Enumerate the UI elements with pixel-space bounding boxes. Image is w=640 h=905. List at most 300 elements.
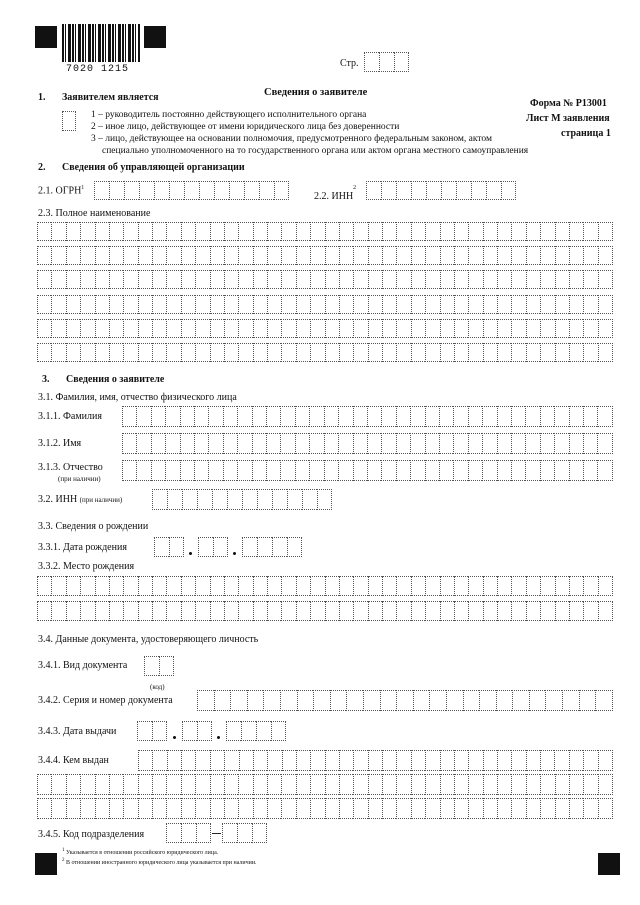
char-cell[interactable]: [51, 246, 65, 265]
char-cell[interactable]: [280, 690, 297, 711]
full-name-row-2[interactable]: [37, 246, 613, 265]
char-cell[interactable]: [339, 601, 353, 621]
char-cell[interactable]: [598, 319, 613, 338]
char-cell[interactable]: [382, 343, 396, 362]
char-cell[interactable]: [540, 295, 554, 314]
char-cell[interactable]: [425, 343, 439, 362]
char-cell[interactable]: [598, 601, 613, 621]
char-cell[interactable]: [511, 343, 525, 362]
char-cell[interactable]: [37, 295, 51, 314]
char-cell[interactable]: [138, 601, 152, 621]
char-cell[interactable]: [468, 750, 482, 771]
char-cell[interactable]: [194, 406, 208, 427]
char-cell[interactable]: [468, 406, 482, 427]
char-cell[interactable]: [165, 406, 179, 427]
char-cell[interactable]: [109, 576, 123, 596]
char-cell[interactable]: [51, 319, 65, 338]
char-cell[interactable]: [152, 601, 166, 621]
char-cell[interactable]: [195, 246, 209, 265]
char-cell[interactable]: [595, 690, 613, 711]
char-cell[interactable]: [511, 433, 525, 454]
char-cell[interactable]: [242, 537, 257, 557]
char-cell[interactable]: [555, 246, 569, 265]
char-cell[interactable]: [425, 576, 439, 596]
char-cell[interactable]: [166, 343, 180, 362]
char-cell[interactable]: [353, 774, 367, 795]
char-cell[interactable]: [165, 460, 179, 481]
char-cell[interactable]: [583, 319, 597, 338]
char-cell[interactable]: [199, 181, 214, 200]
char-cell[interactable]: [453, 460, 467, 481]
char-cell[interactable]: [454, 295, 468, 314]
char-cell[interactable]: [440, 576, 454, 596]
char-cell[interactable]: [214, 690, 231, 711]
char-cell[interactable]: [252, 406, 266, 427]
char-cell[interactable]: [411, 246, 425, 265]
char-cell[interactable]: [195, 576, 209, 596]
char-cell[interactable]: [555, 222, 569, 241]
char-cell[interactable]: [197, 489, 212, 510]
char-cell[interactable]: [411, 181, 426, 200]
char-cell[interactable]: [123, 774, 137, 795]
char-cell[interactable]: [325, 343, 339, 362]
char-cell[interactable]: [95, 222, 109, 241]
char-cell[interactable]: [367, 460, 381, 481]
char-cell[interactable]: [253, 750, 267, 771]
char-cell[interactable]: [152, 222, 166, 241]
char-cell[interactable]: [381, 406, 395, 427]
char-cell[interactable]: [382, 750, 396, 771]
char-cell[interactable]: [411, 222, 425, 241]
char-cell[interactable]: [195, 343, 209, 362]
char-cell[interactable]: [545, 690, 562, 711]
char-cell[interactable]: [167, 489, 182, 510]
char-cell[interactable]: [339, 343, 353, 362]
char-cell[interactable]: [295, 406, 309, 427]
char-cell[interactable]: [525, 433, 539, 454]
char-cell[interactable]: [396, 774, 410, 795]
char-cell[interactable]: [540, 601, 554, 621]
page-number-cells[interactable]: [364, 52, 409, 72]
char-cell[interactable]: [222, 823, 237, 843]
char-cell[interactable]: [555, 295, 569, 314]
char-cell[interactable]: [123, 295, 137, 314]
char-cell[interactable]: [540, 222, 554, 241]
char-cell[interactable]: [382, 295, 396, 314]
char-cell[interactable]: [271, 721, 286, 741]
char-cell[interactable]: [138, 774, 152, 795]
char-cell[interactable]: [62, 111, 76, 131]
char-cell[interactable]: [166, 319, 180, 338]
char-cell[interactable]: [152, 576, 166, 596]
char-cell[interactable]: [396, 601, 410, 621]
char-cell[interactable]: [583, 406, 597, 427]
char-cell[interactable]: [353, 246, 367, 265]
char-cell[interactable]: [223, 406, 237, 427]
char-cell[interactable]: [368, 222, 382, 241]
char-cell[interactable]: [281, 576, 295, 596]
char-cell[interactable]: [138, 270, 152, 289]
char-cell[interactable]: [181, 798, 195, 819]
char-cell[interactable]: [325, 774, 339, 795]
char-cell[interactable]: [214, 181, 229, 200]
char-cell[interactable]: [396, 246, 410, 265]
char-cell[interactable]: [410, 460, 424, 481]
char-cell[interactable]: [154, 181, 169, 200]
char-cell[interactable]: [540, 750, 554, 771]
char-cell[interactable]: [95, 246, 109, 265]
char-cell[interactable]: [483, 750, 497, 771]
char-cell[interactable]: [152, 319, 166, 338]
char-cell[interactable]: [483, 343, 497, 362]
char-cell[interactable]: [468, 460, 482, 481]
char-cell[interactable]: [80, 601, 94, 621]
char-cell[interactable]: [483, 601, 497, 621]
full-name-row-6[interactable]: [37, 343, 613, 362]
char-cell[interactable]: [159, 656, 174, 676]
char-cell[interactable]: [483, 295, 497, 314]
char-cell[interactable]: [195, 601, 209, 621]
char-cell[interactable]: [224, 295, 238, 314]
char-cell[interactable]: [353, 295, 367, 314]
char-cell[interactable]: [223, 433, 237, 454]
char-cell[interactable]: [66, 222, 80, 241]
char-cell[interactable]: [210, 750, 224, 771]
char-cell[interactable]: [37, 576, 51, 596]
char-cell[interactable]: [382, 774, 396, 795]
char-cell[interactable]: [194, 460, 208, 481]
char-cell[interactable]: [166, 246, 180, 265]
char-cell[interactable]: [310, 343, 324, 362]
char-cell[interactable]: [382, 222, 396, 241]
char-cell[interactable]: [497, 798, 511, 819]
char-cell[interactable]: [238, 295, 252, 314]
char-cell[interactable]: [210, 601, 224, 621]
char-cell[interactable]: [325, 798, 339, 819]
birth-day-cells[interactable]: [154, 537, 184, 557]
char-cell[interactable]: [181, 319, 195, 338]
char-cell[interactable]: [309, 460, 323, 481]
char-cell[interactable]: [210, 343, 224, 362]
char-cell[interactable]: [123, 576, 137, 596]
char-cell[interactable]: [410, 433, 424, 454]
char-cell[interactable]: [109, 774, 123, 795]
char-cell[interactable]: [425, 270, 439, 289]
char-cell[interactable]: [123, 222, 137, 241]
char-cell[interactable]: [152, 246, 166, 265]
char-cell[interactable]: [122, 406, 136, 427]
char-cell[interactable]: [353, 222, 367, 241]
char-cell[interactable]: [181, 823, 196, 843]
char-cell[interactable]: [166, 601, 180, 621]
char-cell[interactable]: [51, 295, 65, 314]
char-cell[interactable]: [195, 270, 209, 289]
char-cell[interactable]: [583, 295, 597, 314]
char-cell[interactable]: [468, 576, 482, 596]
char-cell[interactable]: [483, 222, 497, 241]
char-cell[interactable]: [296, 774, 310, 795]
char-cell[interactable]: [252, 433, 266, 454]
char-cell[interactable]: [253, 576, 267, 596]
char-cell[interactable]: [482, 406, 496, 427]
char-cell[interactable]: [511, 750, 525, 771]
char-cell[interactable]: [526, 774, 540, 795]
char-cell[interactable]: [37, 270, 51, 289]
char-cell[interactable]: [310, 601, 324, 621]
char-cell[interactable]: [483, 270, 497, 289]
char-cell[interactable]: [555, 270, 569, 289]
char-cell[interactable]: [429, 690, 446, 711]
char-cell[interactable]: [353, 433, 367, 454]
char-cell[interactable]: [224, 270, 238, 289]
char-cell[interactable]: [296, 750, 310, 771]
char-cell[interactable]: [497, 295, 511, 314]
char-cell[interactable]: [80, 774, 94, 795]
char-cell[interactable]: [411, 343, 425, 362]
doc-year-cells[interactable]: [226, 721, 286, 741]
char-cell[interactable]: [540, 246, 554, 265]
char-cell[interactable]: [184, 181, 199, 200]
char-cell[interactable]: [511, 798, 525, 819]
char-cell[interactable]: [569, 222, 583, 241]
char-cell[interactable]: [497, 246, 511, 265]
char-cell[interactable]: [180, 460, 194, 481]
char-cell[interactable]: [598, 750, 613, 771]
char-cell[interactable]: [180, 406, 194, 427]
char-cell[interactable]: [396, 576, 410, 596]
char-cell[interactable]: [325, 750, 339, 771]
char-cell[interactable]: [368, 774, 382, 795]
char-cell[interactable]: [210, 319, 224, 338]
char-cell[interactable]: [511, 319, 525, 338]
char-cell[interactable]: [411, 270, 425, 289]
char-cell[interactable]: [310, 798, 324, 819]
char-cell[interactable]: [598, 576, 613, 596]
char-cell[interactable]: [540, 576, 554, 596]
char-cell[interactable]: [483, 774, 497, 795]
char-cell[interactable]: [339, 576, 353, 596]
char-cell[interactable]: [181, 246, 195, 265]
char-cell[interactable]: [569, 270, 583, 289]
char-cell[interactable]: [454, 798, 468, 819]
char-cell[interactable]: [598, 270, 613, 289]
char-cell[interactable]: [296, 319, 310, 338]
char-cell[interactable]: [195, 774, 209, 795]
char-cell[interactable]: [151, 460, 165, 481]
char-cell[interactable]: [253, 222, 267, 241]
char-cell[interactable]: [210, 270, 224, 289]
char-cell[interactable]: [562, 690, 579, 711]
char-cell[interactable]: [396, 343, 410, 362]
char-cell[interactable]: [453, 433, 467, 454]
char-cell[interactable]: [454, 601, 468, 621]
char-cell[interactable]: [540, 774, 554, 795]
char-cell[interactable]: [426, 181, 441, 200]
char-cell[interactable]: [182, 721, 197, 741]
char-cell[interactable]: [540, 798, 554, 819]
char-cell[interactable]: [309, 433, 323, 454]
char-cell[interactable]: [468, 319, 482, 338]
char-cell[interactable]: [237, 823, 252, 843]
char-cell[interactable]: [497, 343, 511, 362]
char-cell[interactable]: [208, 460, 222, 481]
char-cell[interactable]: [540, 270, 554, 289]
char-cell[interactable]: [368, 343, 382, 362]
char-cell[interactable]: [468, 246, 482, 265]
char-cell[interactable]: [296, 798, 310, 819]
char-cell[interactable]: [324, 460, 338, 481]
char-cell[interactable]: [555, 798, 569, 819]
full-name-row-3[interactable]: [37, 270, 613, 289]
char-cell[interactable]: [138, 319, 152, 338]
char-cell[interactable]: [583, 270, 597, 289]
char-cell[interactable]: [525, 460, 539, 481]
char-cell[interactable]: [152, 798, 166, 819]
char-cell[interactable]: [440, 601, 454, 621]
char-cell[interactable]: [181, 576, 195, 596]
char-cell[interactable]: [267, 750, 281, 771]
char-cell[interactable]: [382, 270, 396, 289]
char-cell[interactable]: [66, 295, 80, 314]
char-cell[interactable]: [109, 601, 123, 621]
char-cell[interactable]: [51, 343, 65, 362]
char-cell[interactable]: [109, 246, 123, 265]
char-cell[interactable]: [325, 576, 339, 596]
char-cell[interactable]: [440, 319, 454, 338]
char-cell[interactable]: [394, 52, 409, 72]
char-cell[interactable]: [66, 319, 80, 338]
char-cell[interactable]: [526, 222, 540, 241]
char-cell[interactable]: [138, 750, 152, 771]
char-cell[interactable]: [396, 798, 410, 819]
char-cell[interactable]: [310, 774, 324, 795]
char-cell[interactable]: [66, 246, 80, 265]
char-cell[interactable]: [368, 295, 382, 314]
char-cell[interactable]: [454, 343, 468, 362]
char-cell[interactable]: [296, 270, 310, 289]
char-cell[interactable]: [511, 460, 525, 481]
char-cell[interactable]: [368, 246, 382, 265]
char-cell[interactable]: [280, 406, 294, 427]
char-cell[interactable]: [382, 576, 396, 596]
char-cell[interactable]: [497, 750, 511, 771]
char-cell[interactable]: [380, 690, 397, 711]
char-cell[interactable]: [272, 537, 287, 557]
char-cell[interactable]: [325, 222, 339, 241]
char-cell[interactable]: [339, 246, 353, 265]
char-cell[interactable]: [109, 319, 123, 338]
char-cell[interactable]: [95, 343, 109, 362]
char-cell[interactable]: [339, 798, 353, 819]
char-cell[interactable]: [198, 537, 213, 557]
char-cell[interactable]: [281, 270, 295, 289]
char-cell[interactable]: [396, 750, 410, 771]
char-cell[interactable]: [439, 433, 453, 454]
char-cell[interactable]: [138, 576, 152, 596]
char-cell[interactable]: [511, 601, 525, 621]
char-cell[interactable]: [230, 690, 247, 711]
char-cell[interactable]: [267, 601, 281, 621]
char-cell[interactable]: [325, 246, 339, 265]
char-cell[interactable]: [425, 246, 439, 265]
char-cell[interactable]: [238, 798, 252, 819]
char-cell[interactable]: [441, 181, 456, 200]
char-cell[interactable]: [338, 406, 352, 427]
birth-place-row-2[interactable]: [37, 601, 613, 621]
char-cell[interactable]: [439, 460, 453, 481]
char-cell[interactable]: [396, 270, 410, 289]
doc-day-cells[interactable]: [137, 721, 167, 741]
char-cell[interactable]: [597, 406, 612, 427]
char-cell[interactable]: [195, 295, 209, 314]
char-cell[interactable]: [95, 601, 109, 621]
char-cell[interactable]: [583, 576, 597, 596]
char-cell[interactable]: [152, 343, 166, 362]
char-cell[interactable]: [554, 460, 568, 481]
char-cell[interactable]: [267, 270, 281, 289]
char-cell[interactable]: [223, 460, 237, 481]
char-cell[interactable]: [37, 319, 51, 338]
char-cell[interactable]: [195, 798, 209, 819]
char-cell[interactable]: [267, 222, 281, 241]
char-cell[interactable]: [353, 270, 367, 289]
char-cell[interactable]: [555, 343, 569, 362]
char-cell[interactable]: [51, 270, 65, 289]
char-cell[interactable]: [182, 489, 197, 510]
char-cell[interactable]: [338, 433, 352, 454]
doc-series-cells[interactable]: [197, 690, 613, 711]
char-cell[interactable]: [257, 489, 272, 510]
char-cell[interactable]: [238, 222, 252, 241]
char-cell[interactable]: [181, 750, 195, 771]
char-cell[interactable]: [66, 343, 80, 362]
char-cell[interactable]: [122, 460, 136, 481]
char-cell[interactable]: [425, 601, 439, 621]
char-cell[interactable]: [274, 181, 289, 200]
char-cell[interactable]: [37, 601, 51, 621]
char-cell[interactable]: [66, 798, 80, 819]
char-cell[interactable]: [497, 406, 511, 427]
char-cell[interactable]: [330, 690, 347, 711]
char-cell[interactable]: [317, 489, 332, 510]
char-cell[interactable]: [80, 222, 94, 241]
char-cell[interactable]: [555, 319, 569, 338]
char-cell[interactable]: [440, 798, 454, 819]
char-cell[interactable]: [296, 576, 310, 596]
char-cell[interactable]: [167, 750, 181, 771]
char-cell[interactable]: [224, 774, 238, 795]
char-cell[interactable]: [468, 295, 482, 314]
char-cell[interactable]: [237, 406, 251, 427]
char-cell[interactable]: [166, 295, 180, 314]
char-cell[interactable]: [238, 774, 252, 795]
org-inn-cells[interactable]: [366, 181, 516, 200]
char-cell[interactable]: [267, 798, 281, 819]
char-cell[interactable]: [253, 774, 267, 795]
full-name-row-5[interactable]: [37, 319, 613, 338]
char-cell[interactable]: [281, 798, 295, 819]
birth-year-cells[interactable]: [242, 537, 302, 557]
char-cell[interactable]: [95, 798, 109, 819]
char-cell[interactable]: [367, 433, 381, 454]
char-cell[interactable]: [109, 343, 123, 362]
char-cell[interactable]: [123, 798, 137, 819]
char-cell[interactable]: [353, 343, 367, 362]
char-cell[interactable]: [468, 601, 482, 621]
char-cell[interactable]: [483, 576, 497, 596]
char-cell[interactable]: [281, 774, 295, 795]
char-cell[interactable]: [555, 774, 569, 795]
